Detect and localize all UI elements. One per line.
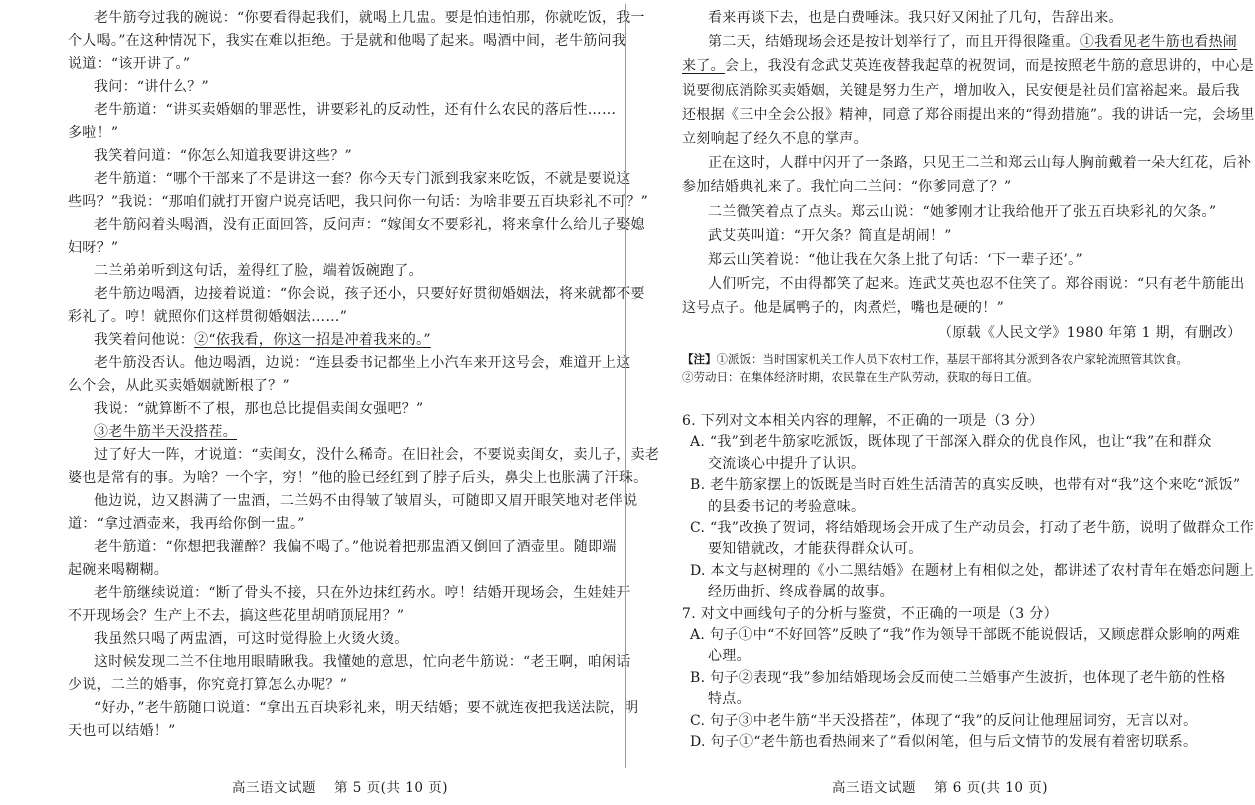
text-line: 老牛筋道：“哪个干部来了不是讲这一套？你今天专门派到我家来吃饭，不就是要说这 (94, 171, 631, 187)
text-line: 些吗？”我说：“那咱们就打开窗户说亮话吧，我只问你一句话：为啥非要五百块彩礼不可？” (68, 194, 649, 210)
text-segment: 我笑着问他说： (94, 332, 195, 348)
text-line: 少说，二兰的婚事，你究竟打算怎么办呢？” (68, 677, 348, 693)
text-line: 还根据《三中全会公报》精神，同意了郑谷雨提出来的“得劲措施”。我的讲话一完，会场里 (682, 106, 1255, 123)
text-line: 说要彻底消除买卖婚姻，关键是努力生产，增加收入，民安便是社员们富裕起来。最后我 (682, 82, 1240, 99)
text-segment: 第二天，结婚现场会还是按计划举行了，而且开得很隆重。 (708, 34, 1080, 51)
text-line: 他边说，边又斟满了一盅酒，二兰妈不由得皱了皱眉头，可随即又眉开眼笑地对老伴说 (94, 493, 638, 509)
text-line (708, 32, 1237, 52)
text-line: 郑云山笑着说：“他让我在欠条上批了句话：‘下一辈子还’。” (708, 252, 1083, 268)
footer-page-number: 第 6 页(共 10 页) (934, 780, 1048, 796)
question-6-option-d-cont: 经历曲折、终成眷属的故事。 (708, 584, 894, 601)
text-line: 武艾英叫道：“开欠条？简直是胡闹！” (708, 227, 952, 244)
text-line: 老牛筋道：“你想把我灌醉？我偏不喝了。”他说着把那盅酒又倒回了酒壶里。随即端 (94, 539, 617, 555)
text-line: 老牛筋没否认。他边喝酒，边说：“连县委书记都坐上小汽车来开这号会，难道开上这 (94, 355, 631, 371)
question-7-option-c: C. 句子③中老牛筋“半天没搭茬”，体现了“我”的反问让他理屈词穷，无言以对。 (690, 712, 1198, 729)
underlined-sentence-1-cont: 来了。 (682, 58, 725, 75)
page-divider (625, 4, 626, 768)
text-line: 老牛筋继续说道：“断了骨头不接，只在外边抹红药水。哼！结婚开现场会，生娃娃开 (94, 585, 631, 601)
text-line: 老牛筋夸过我的碗说：“你要看得起我们，就喝上几盅。要是怕违怕那，你就吃饭，我一 (94, 10, 645, 26)
question-6-stem: 6. 下列对文本相关内容的理解，不正确的一项是（3 分） (682, 413, 1044, 429)
text-line: 参加结婚典礼来了。我忙向二兰问：“你爹同意了？” (682, 179, 1012, 196)
text-line: 老牛筋边喝酒，边接着说道：“你会说，孩子还小，只要好好贯彻婚姻法，将来就都不要 (94, 286, 645, 302)
question-7-option-b-cont: 特点。 (708, 691, 751, 708)
text-line: 妇呀？” (68, 240, 119, 256)
text-line: 说道：“该开讲了。” (68, 56, 191, 72)
footnote-text: ①派饭：当时国家机关工作人员下农村工作，基层干部将其分派到各农户家轮流照管其饮食。 (716, 351, 1188, 366)
text-line: 我问：“讲什么？” (94, 79, 210, 95)
underlined-sentence-3: ③老牛筋半天没搭茬。 (94, 424, 237, 440)
question-7-stem: 7. 对文中画线句子的分析与鉴赏，不正确的一项是（3 分） (682, 605, 1058, 622)
text-line: 过了好大一阵，才说道：“卖闺女，没什么稀奇。在旧社会，不要说卖闺女，卖儿子，卖老 (94, 447, 660, 463)
text-line: 婆也是常有的事。为啥？一个字，穷！”他的脸已经红到了脖子后头，鼻尖上也胀满了汗珠。 (68, 470, 648, 486)
footnote-tag: 【注】 (682, 351, 717, 366)
question-6-option-b-cont: 的县委书记的考验意味。 (708, 498, 866, 515)
text-line: 我虽然只喝了两盅酒，可这时觉得脸上火烫火烫。 (94, 631, 409, 647)
text-line: 我说：“就算断不了根，那也总比提倡卖闺女强吧？” (94, 401, 424, 417)
text-segment: 会上，我没有念武艾英连夜替我起草的祝贺词，而是按照老牛筋的意思讲的，中心是 (724, 58, 1255, 75)
question-7-option-a: A. 句子①中“不好回答”反映了“我”作为领导干部既不能说假话，又顾虑群众影响的两难 (690, 627, 1241, 643)
question-6-option-c: C. “我”改换了贺词，将结婚现场会开成了生产动员会，打动了老牛筋，说明了做群众工作 (690, 520, 1255, 536)
page-footer-left (232, 776, 448, 796)
footer-subject: 高三语文试题 (832, 780, 916, 796)
footer-page-number: 第 5 页(共 10 页) (334, 780, 448, 796)
underlined-sentence-2: ②“依我看，你这一招是冲着我来的。” (194, 332, 431, 348)
underlined-sentence-1: ①我看见老牛筋也看热闹 (1079, 34, 1238, 51)
question-7-option-a-cont: 心理。 (708, 648, 751, 665)
question-7-option-d: D. 句子①“老牛筋也看热闹来了”看似闲笔，但与后文情节的发展有着密切联系。 (690, 734, 1198, 750)
text-line: 人们听完，不由得都笑了起来。连武艾英也忍不住笑了。郑谷雨说：“只有老牛筋能出 (708, 276, 1245, 293)
text-line: 立刻响起了经久不息的掌声。 (682, 131, 868, 147)
page-footer-right (832, 776, 1048, 796)
footer-subject: 高三语文试题 (232, 780, 316, 796)
question-6-option-b: B. 老牛筋家摆上的饭既是当时百姓生活清苦的真实反映，也带有对“我”这个来吃“派饭” (690, 477, 1241, 494)
text-line (682, 56, 1254, 76)
question-6-option-a: A. “我”到老牛筋家吃派饭，既体现了干部深入群众的优良作风，也让“我”在和群众 (690, 434, 1212, 451)
source-citation: （原载《人民文学》1980 年第 1 期，有删改） (938, 324, 1242, 341)
text-line: 道：“拿过酒壶来，我再给你倒一盅。” (68, 516, 305, 532)
text-line: “好办，”老牛筋随口说道：“拿出五百块彩礼来，明天结婚；要不就连夜把我送法院，明 (94, 700, 639, 716)
text-line: 不开现场会？生产上不去，搞这些花里胡哨顶屁用？” (68, 608, 405, 624)
text-line: 天也可以结婚！” (68, 723, 176, 739)
text-line: 二兰微笑着点了点头。郑云山说：“她爹刚才让我给他开了张五百块彩礼的欠条。” (708, 203, 1217, 220)
text-line: 起碗来喝糊糊。 (68, 562, 169, 578)
footnote-line (682, 349, 1188, 369)
footnote-line: ②劳动日：在集体经济时期，农民靠在生产队劳动，获取的每日工值。 (682, 369, 1039, 384)
text-line: 老牛筋闷着头喝酒，没有正面回答，反问声：“嫁闺女不要彩礼，将来拿什么给儿子娶媳 (94, 217, 645, 233)
left-page-tail (0, 0, 612, 805)
text-line: 个人喝。”在这种情况下，我实在难以拒绝。于是就和他喝了起来。喝酒中间，老牛筋问我 (68, 33, 627, 49)
question-6-option-c-cont: 要知错就改，才能获得群众认可。 (708, 541, 923, 558)
text-line: 这号点子。他是属鸭子的，肉煮烂，嘴也是硬的！” (682, 300, 1005, 317)
text-line: 多啦！” (68, 125, 119, 141)
exam-page-6 (640, 0, 1255, 805)
question-7-option-b: B. 句子②表现“我”参加结婚现场会反而使二兰婚事产生波折，也体现了老牛筋的性格 (690, 669, 1226, 686)
text-line: 彩礼了。哼！就照你们这样贯彻婚姻法……” (68, 309, 348, 325)
question-6-option-a-cont: 交流谈心中提升了认识。 (708, 455, 866, 472)
text-line: 么个会，从此买卖婚姻就断根了？” (68, 378, 290, 394)
question-6-option-d: D. 本文与赵树理的《小二黑结婚》在题材上有相似之处，都讲述了农村青年在婚恋问题上 (690, 562, 1254, 579)
text-line: 正在这时，人群中闪开了一条路，只见王二兰和郑云山每人胸前戴着一朵大红花，后补 (708, 155, 1252, 172)
text-line: 我笑着问道：“你怎么知道我要讲这些？” (94, 148, 353, 164)
text-line: 二兰弟弟听到这句话，羞得红了脸，端着饭碗跑了。 (94, 263, 423, 279)
text-line: 这时候发现二兰不住地用眼睛瞅我。我懂她的意思，忙向老牛筋说：“老王啊，咱闲话 (94, 654, 631, 670)
text-line: 看来再谈下去，也是白费唾沫。我只好又闲扯了几句，告辞出来。 (708, 10, 1123, 26)
text-line: 老牛筋道：“讲买卖婚姻的罪恶性，讲要彩礼的反动性，还有什么农民的落后性…… (94, 102, 617, 118)
